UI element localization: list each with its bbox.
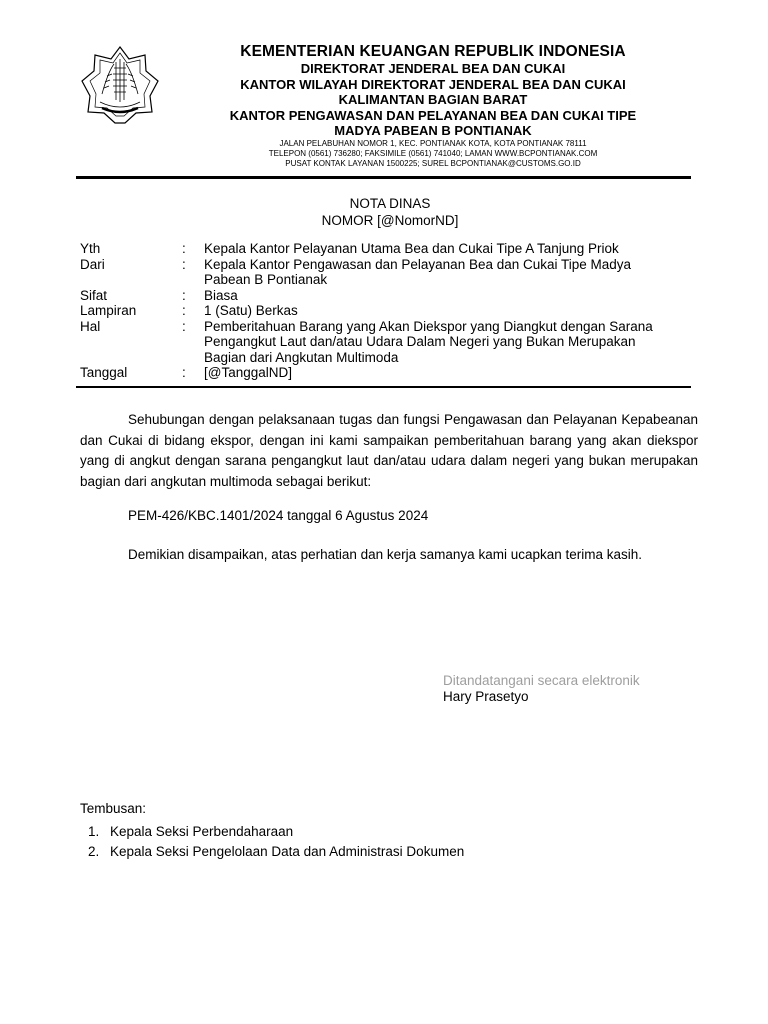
meta-row-recipient [80, 241, 680, 257]
meta-label: Hal [80, 318, 101, 334]
closing-sentence: Demikian disampaikan, atas perhatian dan kerja samanya kami ucapkan terima kasih. [128, 547, 643, 562]
list-number: 1. [88, 824, 100, 839]
meta-label: Lampiran [80, 303, 137, 318]
letterhead [170, 43, 696, 169]
list-item [88, 822, 464, 842]
memo-heading [76, 195, 704, 229]
meta-value: Kepala Kantor Pengawasan dan Pelayanan Bea dan Cukai Tipe Madya Pabean B Pontianak [204, 256, 632, 287]
meta-divider [76, 386, 691, 388]
list-number: 2. [88, 844, 100, 859]
meta-label: Yth [80, 241, 101, 256]
meta-separator: : [182, 318, 186, 334]
meta-row-date [80, 365, 680, 381]
meta-separator: : [182, 241, 186, 256]
directorate-general: DIREKTORAT JENDERAL BEA DAN CUKAI [300, 61, 566, 76]
meta-value: Kepala Kantor Pelayanan Utama Bea dan Cukai Tipe A Tanjung Priok [204, 241, 619, 256]
meta-separator: : [182, 287, 186, 303]
body-paragraph: Sehubungan dengan pelaksanaan tugas dan fungsi Pengawasan dan Pelayanan Kepabeanan dan Cukai di bidang ekspor, dengan ini kami sampaikan pemberitahuan barang yang akan diekspor yang di angkut dengan sarana pengangkut laut dan/atau udara dalam negeri yang bukan merupakan bagian dari angkutan multimoda sebagai berikut: [80, 412, 698, 489]
electronic-signature-note: Ditandatangani secara elektronik [443, 673, 640, 688]
memo-title: NOTA DINAS [349, 196, 431, 211]
ministry-of-finance-emblem-icon [80, 44, 160, 124]
regional-office-region: KALIMANTAN BAGIAN BARAT [338, 92, 528, 107]
reference-number: PEM-426/KBC.1401/2024 tanggal 6 Agustus 2024 [128, 508, 429, 523]
meta-value: 1 (Satu) Berkas [204, 303, 298, 318]
meta-label: Sifat [80, 287, 108, 303]
meta-value: Biasa [204, 287, 238, 303]
meta-row-nature [80, 288, 680, 304]
meta-value: [@TanggalND] [204, 365, 292, 380]
meta-label: Dari [80, 256, 105, 272]
cc-list [88, 822, 464, 862]
meta-separator: : [182, 365, 186, 380]
meta-label: Tanggal [80, 365, 128, 380]
regional-office: KANTOR WILAYAH DIREKTORAT JENDERAL BEA DAN CUKAI [240, 76, 626, 92]
memo-meta-table [80, 241, 680, 381]
memo-number: NOMOR [@NomorND] [321, 213, 459, 228]
service-office: KANTOR PENGAWASAN DAN PELAYANAN BEA DAN CUKAI TIPE [229, 107, 637, 123]
list-item [88, 842, 464, 862]
office-phone: TELEPON (0561) 736280; FAKSIMILE (0561) 741040; LAMAN WWW.BCPONTIANAK.COM [268, 148, 598, 158]
list-text: Kepala Seksi Pengelolaan Data dan Administrasi Dokumen [110, 844, 465, 859]
meta-row-sender [80, 257, 680, 288]
meta-separator: : [182, 256, 186, 272]
meta-row-attachment [80, 303, 680, 319]
signature-block [443, 673, 640, 705]
meta-value: Pemberitahuan Barang yang Akan Diekspor yang Diangkut dengan Sarana Pengangkut Laut dan/atau Udara Dalam Negeri yang Bukan Merupakan Bagian dari Angkutan Multimoda [204, 318, 653, 365]
signatory-name: Hary Prasetyo [443, 689, 529, 704]
office-address: JALAN PELABUHAN NOMOR 1, KEC. PONTIANAK KOTA, KOTA PONTIANAK 78111 [279, 138, 587, 148]
office-contact-center: PUSAT KONTAK LAYANAN 1500225; SUREL BCPONTIANAK@CUSTOMS.GO.ID [285, 158, 581, 168]
letterhead-divider [76, 176, 691, 179]
ministry-name: KEMENTERIAN KEUANGAN REPUBLIK INDONESIA [240, 43, 626, 60]
list-text: Kepala Seksi Perbendaharaan [110, 824, 294, 839]
service-office-name: MADYA PABEAN B PONTIANAK [334, 123, 532, 138]
meta-separator: : [182, 303, 186, 318]
meta-row-subject [80, 319, 680, 366]
cc-title: Tembusan: [80, 801, 147, 816]
